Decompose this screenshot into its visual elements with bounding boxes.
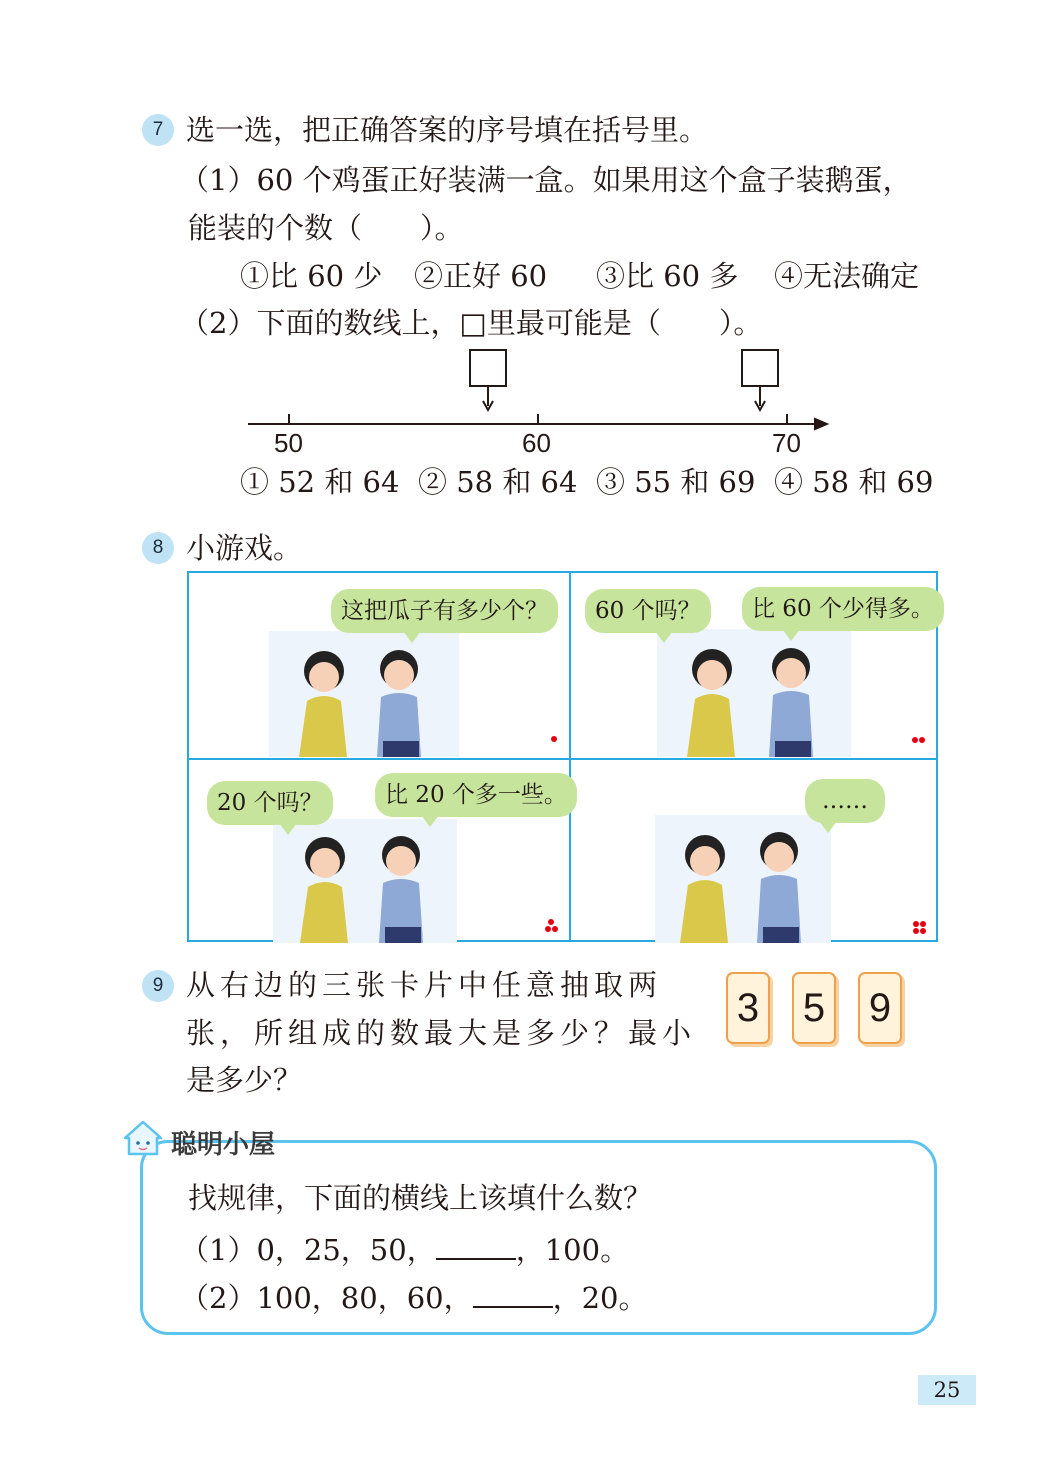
panel-4-bubble-1-text: ……: [822, 788, 868, 814]
number-card-5: 5: [792, 972, 836, 1044]
q7-sub1-option-4: ④无法确定: [774, 259, 920, 293]
q7-sub1-line1: （1）60 个鸡蛋正好装满一盒。如果用这个盒子装鹅蛋，: [180, 163, 912, 197]
smart-house-header: [115, 1118, 276, 1162]
tick-label-60: 60: [522, 428, 551, 458]
panel-2-bubble-1: [585, 589, 711, 633]
q7-sub1-option-3: ③比 60 多: [596, 259, 739, 293]
q7-sub2-option-3: ③ 55 和 69: [596, 465, 756, 499]
q7-sub2-stem: （2）下面的数线上，□里最可能是（ ）。: [180, 306, 763, 340]
panel-2-bubble-1-text: 60 个吗？: [595, 598, 701, 624]
panel-4-bubble-1: [805, 779, 885, 823]
panel-2-illustration: [657, 629, 851, 757]
answer-box-right: [742, 350, 778, 386]
q7-sub2-option-4: ④ 58 和 69: [774, 465, 934, 499]
item-2-blank[interactable]: [473, 1280, 553, 1308]
panel-2-bubble-2: [742, 587, 944, 631]
number-card-3: 3: [726, 972, 770, 1044]
number-card-9: 9: [858, 972, 902, 1044]
item-1-suffix: ，100。: [515, 1233, 630, 1267]
panel-3-illustration: [273, 819, 457, 943]
q9-line-2: 张，所组成的数最大是多少？最小: [186, 1016, 697, 1050]
tick-label-70: 70: [772, 428, 801, 458]
item-1-blank[interactable]: [436, 1232, 516, 1260]
q7-sub2-option-1: ① 52 和 64: [240, 465, 400, 499]
item-2-prefix: （2）100，80，60，: [180, 1281, 473, 1315]
panel-3-bubble-1: [207, 781, 333, 825]
comic-grid: [187, 571, 938, 942]
question-number-9: 9: [142, 970, 174, 1002]
item-2-suffix: ，20。: [552, 1281, 648, 1315]
house-icon: [119, 1118, 167, 1160]
answer-box-left: [470, 350, 506, 386]
panel-2-bubble-2-text: 比 60 个少得多。: [752, 596, 934, 622]
item-1-prefix: （1）0，25，50，: [180, 1233, 436, 1267]
panel-3-bubble-1-text: 20 个吗？: [217, 790, 323, 816]
q7-stem: 选一选，把正确答案的序号填在括号里。: [186, 113, 709, 147]
smart-house-intro: 找规律，下面的横线上该填什么数？: [188, 1181, 653, 1215]
question-number-7: 7: [142, 114, 174, 146]
smart-house-item-2: [180, 1280, 648, 1316]
panel-1-bubble-1-text: 这把瓜子有多少个？: [341, 598, 548, 624]
q7-sub1-option-2: ②正好 60: [414, 259, 548, 293]
q9-line-3: 是多少？: [186, 1063, 303, 1097]
q9-line-1: 从右边的三张卡片中任意抽取两: [186, 968, 663, 1002]
q7-sub1-line2: 能装的个数（ ）。: [188, 211, 464, 245]
q8-stem: 小游戏。: [186, 531, 303, 565]
q7-sub1-option-1: ①比 60 少: [240, 259, 383, 293]
panel-3-bubble-2-text: 比 20 个多一些。: [385, 782, 567, 808]
question-number-8: 8: [142, 532, 174, 564]
q7-sub2-option-2: ② 58 和 64: [418, 465, 578, 499]
panel-4-illustration: [655, 815, 831, 943]
tick-label-50: 50: [274, 428, 303, 458]
panel-1-bubble-1: [331, 589, 558, 633]
page-number: 25: [918, 1375, 976, 1405]
panel-1-illustration: [269, 631, 459, 757]
panel-3-bubble-2: [375, 773, 577, 817]
smart-house-item-1: [180, 1232, 629, 1268]
smart-house-title: 聪明小屋: [171, 1129, 276, 1159]
